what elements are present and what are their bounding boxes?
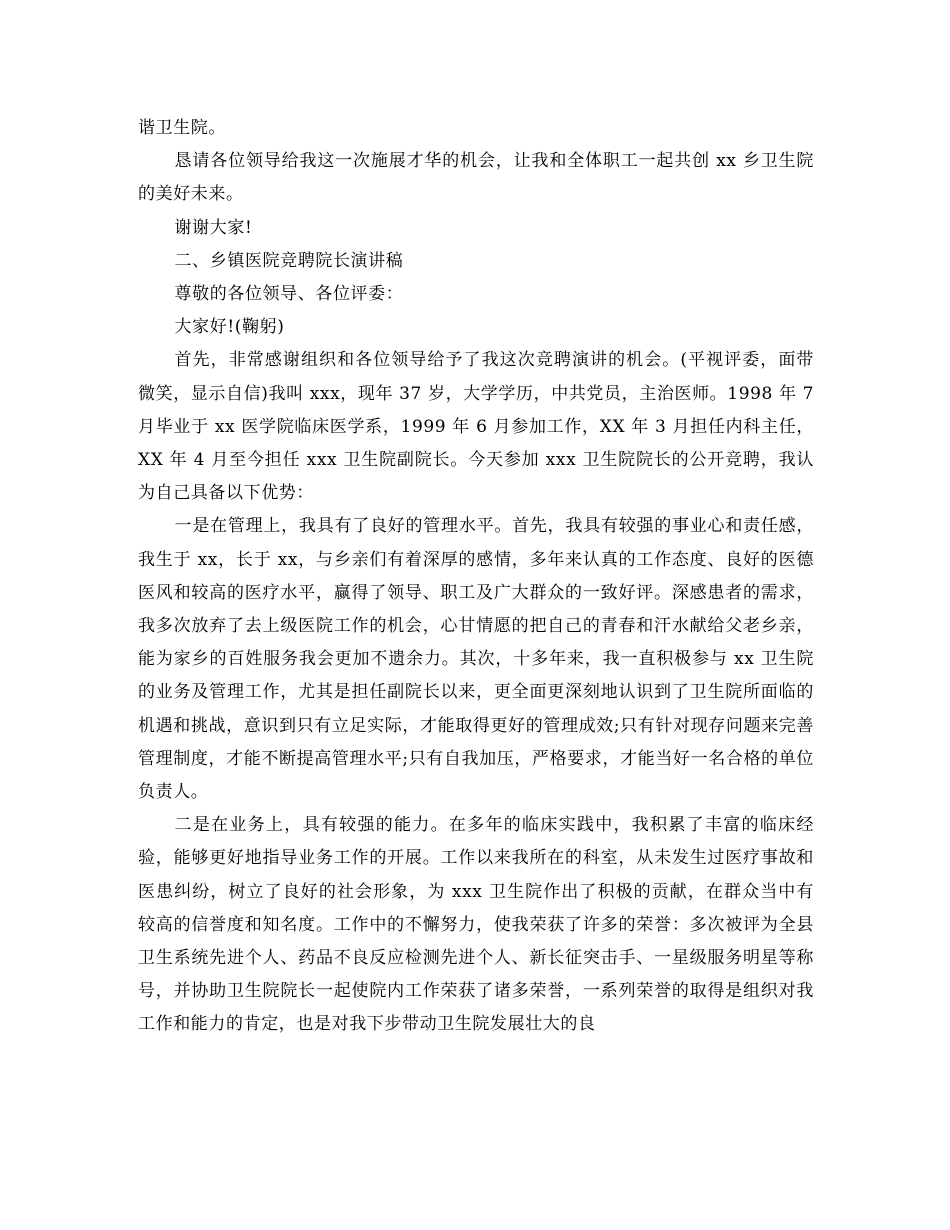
paragraph-continuation: 谐卫生院。 [138,118,226,138]
greeting: 大家好!(鞠躬) [174,317,285,338]
section-heading: 二、乡镇医院竞聘院长演讲稿 [174,250,404,271]
paragraph-thanks: 谢谢大家! [174,217,253,238]
salutation: 尊敬的各位领导、各位评委： [174,284,404,305]
paragraph-business: 二是在业务上，具有较强的能力。在多年的临床实践中，我积累了丰富的临床经验，能够更好地指导业务工作的开展。工作以来我所在的科室，从未发生过医疗事故和医患纠纷，树立了良好的社会形象，为 xxx 卫生院作出了积极的贡献，在群众当中有较高的信誉度和知名度。工作中的不懈努力，使我荣获了许多的荣誉：多次被评为全县卫生系统先进个人、药品不良反应检测先进个人、新长征突击手、一星级服务明星等称号，并协助卫生院院长一起使院内工作荣获了诸多荣誉，一系列荣誉的取得是组织对我工作和能力的肯定，也是对我下步带动卫生院发展壮大的良 [138,815,814,1035]
document-body [138,112,814,1042]
paragraph-request: 恳请各位领导给我这一次施展才华的机会，让我和全体职工一起共创 xx 乡卫生院的美好未来。 [138,151,814,205]
paragraph-introduction: 首先，非常感谢组织和各位领导给予了我这次竞聘演讲的机会。(平视评委，面带微笑，显示自信)我叫 xxx，现年 37 岁，大学学历，中共党员，主治医师。1998 年 7 月毕业于 xx 医学院临床医学系，1999 年 6 月参加工作，XX 年 3 月担任内科主任，XX 年 4 月至今担任 xxx 卫生院副院长。今天参加 xxx 卫生院院长的公开竞聘，我认为自己具备以下优势： [138,350,814,504]
paragraph-management: 一是在管理上，我具有了良好的管理水平。首先，我具有较强的事业心和责任感，我生于 xx，长于 xx，与乡亲们有着深厚的感情，多年来认真的工作态度、良好的医德医风和较高的医疗水平，赢得了领导、职工及广大群众的一致好评。深感患者的需求，我多次放弃了去上级医院工作的机会，心甘情愿的把自己的青春和汗水献给父老乡亲，能为家乡的百姓服务我会更加不遗余力。其次，十多年来，我一直积极参与 xx 卫生院的业务及管理工作，尤其是担任副院长以来，更全面更深刻地认识到了卫生院所面临的机遇和挑战，意识到只有立足实际，才能取得更好的管理成效;只有针对现存问题来完善管理制度，才能不断提高管理水平;只有自我加压，严格要求，才能当好一名合格的单位负责人。 [138,516,814,803]
